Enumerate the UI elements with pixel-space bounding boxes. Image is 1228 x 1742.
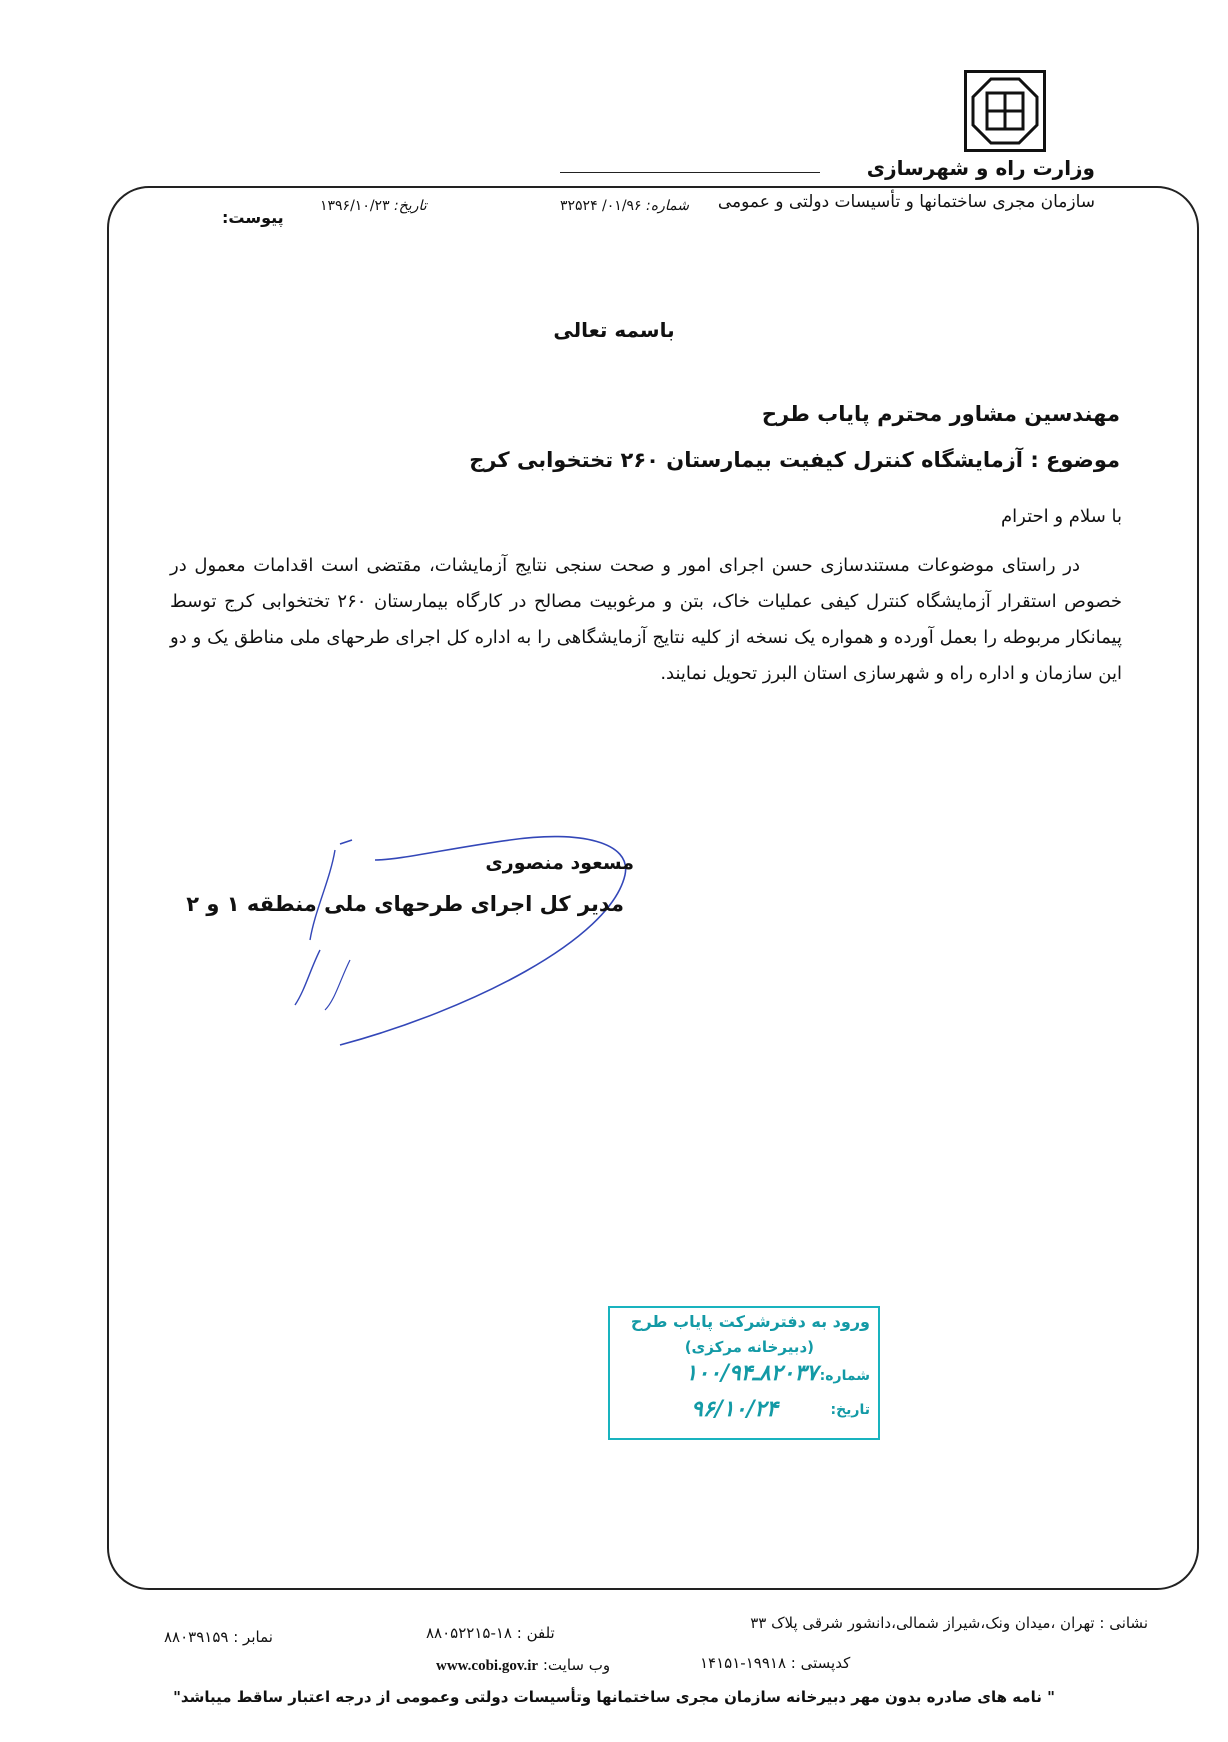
organization-name: سازمان مجری ساختمانها و تأسیسات دولتی و عمومی bbox=[717, 192, 1095, 212]
footer-website bbox=[436, 1656, 610, 1675]
footer-phone: تلفن : ۱۸-۸۸۰۵۲۲۱۵ bbox=[426, 1624, 555, 1642]
number-label: شماره: bbox=[646, 198, 689, 214]
stamp-line-2: (دبیرخانه مرکزی) bbox=[684, 1338, 814, 1356]
recipient: مهندسین مشاور محترم پایاب طرح bbox=[761, 402, 1120, 426]
stamp-number-label: شماره: bbox=[819, 1368, 870, 1384]
subject: موضوع : آزمایشگاه کنترل کیفیت بیمارستان ۲۶۰ تختخوابی کرج bbox=[469, 448, 1120, 472]
signatory-title: مدیر کل اجرای طرحهای ملی منطقه ۱ و ۲ bbox=[186, 892, 624, 916]
greeting: با سلام و احترام bbox=[1001, 506, 1122, 527]
stamp-date-label: تاریخ: bbox=[830, 1402, 870, 1418]
ministry-logo-icon bbox=[964, 70, 1046, 152]
footer-address: نشانی : تهران ،میدان ونک،شیراز شمالی،دانشور شرقی پلاک ۳۳ bbox=[750, 1614, 1148, 1632]
date-label: تاریخ: bbox=[394, 198, 427, 214]
date-value: ۱۳۹۶/۱۰/۲۳ bbox=[320, 198, 390, 214]
footer-postal: کدپستی : ۱۹۹۱۸-۱۴۱۵۱ bbox=[700, 1654, 851, 1672]
number-value: ۰۱/۹۶/ ۳۲۵۲۴ bbox=[560, 198, 642, 214]
stamp-number-value: ۸۲۰۳۷ـ۱۰۰/۹۴ bbox=[685, 1360, 818, 1386]
signatory-name: مسعود منصوری bbox=[485, 852, 634, 874]
footer-fax: نمابر : ۸۸۰۳۹۱۵۹ bbox=[164, 1628, 273, 1646]
invocation: باسمه تعالی bbox=[553, 318, 675, 342]
receipt-stamp bbox=[608, 1306, 880, 1440]
footer-note: " نامه های صادره بدون مهر دبیرخانه سازمان مجری ساختمانها وتأسیسات دولتی وعمومی از درجه اعتبار ساقط میباشد" bbox=[173, 1688, 1055, 1706]
website-link[interactable]: www.cobi.gov.ir bbox=[436, 1658, 539, 1674]
attachment-label: پیوست: bbox=[222, 208, 284, 227]
website-label: وب سایت: bbox=[542, 1656, 611, 1674]
ministry-name: وزارت راه و شهرسازی bbox=[866, 156, 1095, 180]
stamp-date-value: ۹۶/۱۰/۲۴ bbox=[691, 1396, 778, 1422]
header-rule bbox=[560, 172, 820, 173]
stamp-line-1: ورود به دفترشرکت پایاب طرح bbox=[630, 1312, 870, 1331]
letter-body: در راستای موضوعات مستندسازی حسن اجرای امور و صحت سنجی نتایج آزمایشات، مقتضی است اقدامات معمول در خصوص استقرار آزمایشگاه کنترل کیفی عملیات خاک، بتن و مرغوبیت مصالح در کارگاه بیمارستان ۲۶۰ تختخوابی کرج توسط پیمانکار مربوطه را بعمل آورده و همواره یک نسخه از کلیه نتایج آزمایشگاهی را به اداره کل اجرای طرحهای ملی مناطق یک و دو این سازمان و اداره راه و شهرسازی استان البرز تحویل نمایند. bbox=[170, 555, 1122, 684]
